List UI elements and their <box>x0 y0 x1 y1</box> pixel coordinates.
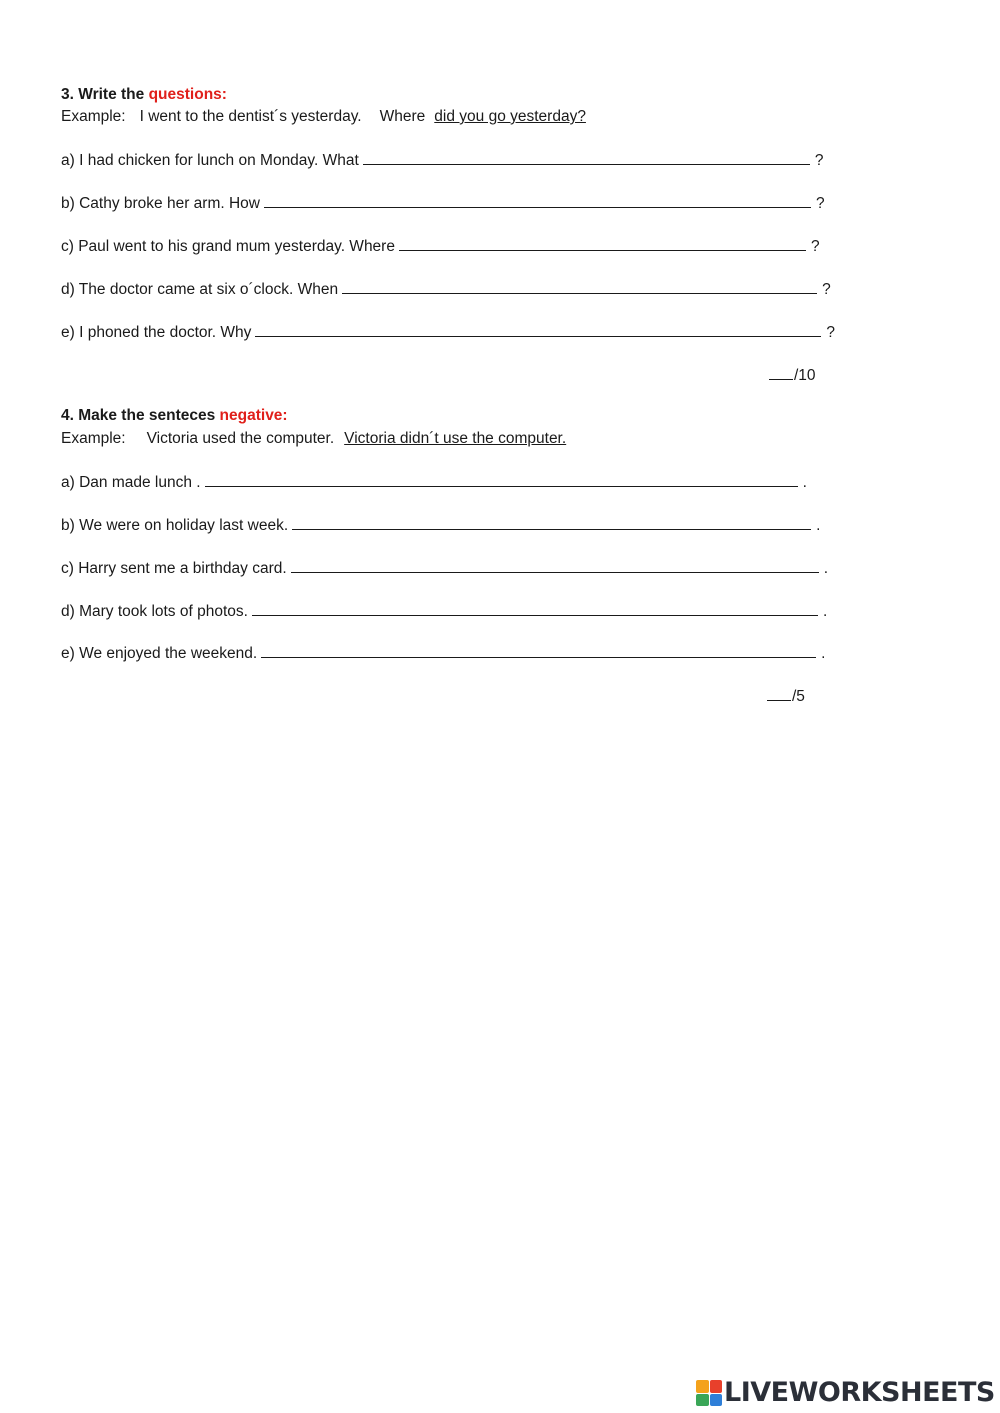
sentence-prompt: a) Dan made lunch . <box>61 474 201 491</box>
question-prompt: c) Paul went to his grand mum yesterday. Where <box>61 238 395 255</box>
liveworksheets-logo <box>696 1378 995 1408</box>
section4-heading <box>61 406 288 426</box>
sentence-end: . <box>821 645 826 662</box>
sentence-prompt: c) Harry sent me a birthday card. <box>61 560 287 577</box>
sentence-prompt: e) We enjoyed the weekend. <box>61 645 258 662</box>
sentence-prompt: d) Mary took lots of photos. <box>61 603 248 620</box>
answer-blank-e[interactable] <box>255 322 821 337</box>
section3-heading <box>61 85 227 105</box>
answer-blank-e[interactable] <box>261 643 816 658</box>
block-red <box>710 1380 723 1393</box>
question-prompt: d) The doctor came at six o´clock. When <box>61 281 339 298</box>
score-total: /10 <box>794 367 816 384</box>
example-label: Example: <box>61 430 126 447</box>
answer-blank-a[interactable] <box>205 472 798 487</box>
section3-keyword: questions: <box>148 86 227 103</box>
sentence-end: . <box>802 474 807 491</box>
question-mark: ? <box>810 238 820 255</box>
question-mark: ? <box>822 281 831 298</box>
question-prompt: a) I had chicken for lunch on Monday. What <box>61 152 359 169</box>
sentence-end: . <box>822 603 828 620</box>
answer-blank-d[interactable] <box>252 601 818 616</box>
question-mark: ? <box>826 324 836 341</box>
question-item-a <box>61 150 823 171</box>
example-sentence: I went to the dentist´s yesterday. <box>139 108 362 125</box>
brand-name: LIVEWORKSHEETS <box>724 1377 995 1408</box>
example-answer: Victoria didn´t use the computer. <box>344 430 567 447</box>
negative-item-d <box>61 601 827 622</box>
answer-blank-d[interactable] <box>342 279 817 294</box>
question-item-c <box>61 236 820 257</box>
score-blank[interactable] <box>767 686 791 701</box>
blocks-icon <box>696 1380 722 1406</box>
question-prompt: b) Cathy broke her arm. How <box>61 195 260 212</box>
block-orange <box>696 1380 709 1393</box>
example-prompt: Where <box>379 108 426 125</box>
answer-blank-b[interactable] <box>292 515 811 530</box>
section4-keyword: negative: <box>219 407 288 424</box>
sentence-prompt: b) We were on holiday last week. <box>61 517 289 534</box>
example-sentence: Victoria used the computer. <box>146 430 335 447</box>
sentence-end: . <box>823 560 829 577</box>
question-mark: ? <box>814 152 824 169</box>
section3-score <box>769 365 816 386</box>
score-blank[interactable] <box>769 365 793 380</box>
answer-blank-c[interactable] <box>291 558 819 573</box>
question-mark: ? <box>816 195 825 212</box>
section3-example <box>61 107 586 127</box>
score-total: /5 <box>792 688 805 705</box>
answer-blank-c[interactable] <box>399 236 806 251</box>
question-item-b <box>61 193 825 214</box>
section4-number: 4. Make the senteces <box>61 407 216 424</box>
block-blue <box>710 1394 723 1407</box>
question-item-d <box>61 279 831 300</box>
section4-example <box>61 429 566 449</box>
negative-item-a <box>61 472 807 493</box>
example-answer: did you go yesterday? <box>434 108 586 125</box>
question-prompt: e) I phoned the doctor. Why <box>61 324 252 341</box>
sentence-end: . <box>816 517 821 534</box>
negative-item-e <box>61 643 825 664</box>
negative-item-c <box>61 558 828 579</box>
example-label: Example: <box>61 108 126 125</box>
answer-blank-a[interactable] <box>363 150 810 165</box>
negative-item-b <box>61 515 820 536</box>
block-green <box>696 1394 709 1407</box>
section4-score <box>767 686 805 707</box>
section3-number: 3. Write the <box>61 86 145 103</box>
answer-blank-b[interactable] <box>264 193 811 208</box>
question-item-e <box>61 322 835 343</box>
